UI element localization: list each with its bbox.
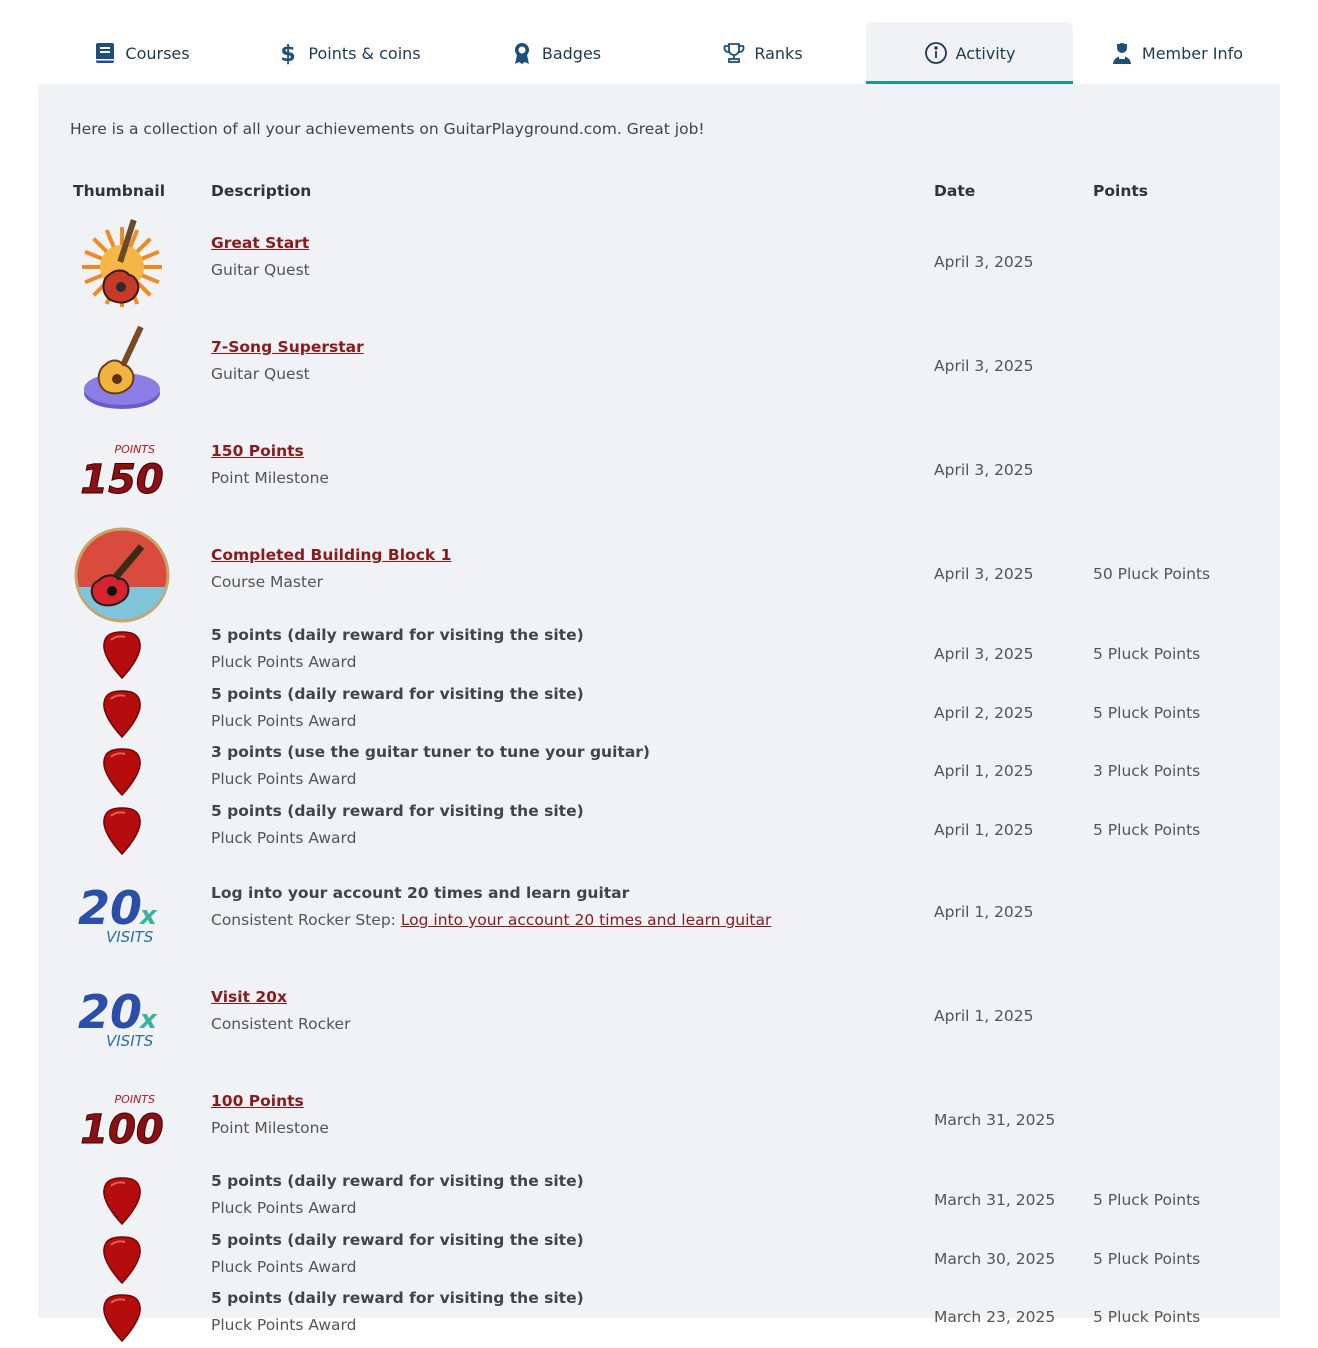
achievement-category-text: Pluck Points Award <box>211 712 357 730</box>
activity-date: April 1, 2025 <box>934 903 1034 921</box>
svg-text:150: 150 <box>80 457 164 503</box>
achievement-category <box>211 572 451 592</box>
activity-description <box>211 684 584 731</box>
tab-label: Activity <box>955 43 1016 63</box>
activity-description <box>211 233 310 280</box>
tab-label: Courses <box>125 43 190 63</box>
column-header-date: Date <box>934 182 976 200</box>
svg-text:20: 20 <box>78 985 143 1039</box>
activity-date: April 3, 2025 <box>934 357 1034 375</box>
activity-row <box>38 881 1280 946</box>
activity-row <box>38 801 1280 861</box>
activity-date: April 3, 2025 <box>934 565 1034 583</box>
achievement-category <box>211 1198 584 1218</box>
achievement-category <box>211 652 584 672</box>
svg-text:POINTS: POINTS <box>114 1093 155 1106</box>
achievement-category <box>211 1315 584 1335</box>
achievement-title-link[interactable]: Great Start <box>211 234 310 252</box>
guitar-circle-thumbnail <box>72 527 172 623</box>
pick-thumbnail <box>72 803 172 859</box>
achievement-category <box>211 1118 329 1138</box>
svg-text:POINTS: POINTS <box>114 443 155 456</box>
achievement-title-link[interactable]: Completed Building Block 1 <box>211 546 452 564</box>
dollar-icon <box>276 41 300 65</box>
step-link[interactable]: Log into your account 20 times and learn guitar <box>400 911 772 929</box>
activity-points: 5 Pluck Points <box>1093 1308 1201 1326</box>
achievement-category-text: Consistent Rocker Step: <box>211 911 401 929</box>
achievement-title-link[interactable]: 150 Points <box>211 442 304 460</box>
achievement-category-text: Pluck Points Award <box>211 1199 357 1217</box>
activity-description <box>211 987 350 1034</box>
activity-description <box>211 1091 329 1138</box>
activity-description <box>211 337 364 384</box>
achievement-category-text: Consistent Rocker <box>211 1015 351 1033</box>
achievement-category <box>211 711 584 731</box>
achievement-category <box>211 828 584 848</box>
pick-thumbnail <box>72 686 172 742</box>
activity-date: April 1, 2025 <box>934 821 1034 839</box>
tab-label: Badges <box>541 43 602 63</box>
book-icon <box>93 41 117 65</box>
activity-row <box>38 1288 1280 1348</box>
activity-row <box>38 1230 1280 1290</box>
activity-description <box>211 625 584 672</box>
activity-row <box>38 742 1280 802</box>
achievement-title-link[interactable]: 7-Song Superstar <box>211 338 364 356</box>
info-icon <box>924 41 948 65</box>
activity-row <box>38 1171 1280 1231</box>
activity-points: 5 Pluck Points <box>1093 704 1201 722</box>
activity-row <box>38 625 1280 685</box>
pick-thumbnail <box>72 1173 172 1229</box>
achievement-title-link[interactable]: 100 Points <box>211 1092 304 1110</box>
intro-text: Here is a collection of all your achievements on GuitarPlayground.com. Great job! <box>70 120 705 138</box>
achievement-title: 5 points (daily reward for visiting the site) <box>211 802 584 820</box>
activity-date: March 30, 2025 <box>934 1250 1056 1268</box>
achievement-category-text: Point Milestone <box>211 469 329 487</box>
column-header-points: Points <box>1093 182 1148 200</box>
visits-20x-thumbnail <box>72 865 172 961</box>
pick-thumbnail <box>72 1290 172 1346</box>
achievement-category-text: Pluck Points Award <box>211 1316 357 1334</box>
activity-date: April 3, 2025 <box>934 253 1034 271</box>
achievement-category-text: Pluck Points Award <box>211 770 357 788</box>
achievement-title: 5 points (daily reward for visiting the site) <box>211 626 584 644</box>
activity-date: March 31, 2025 <box>934 1111 1056 1129</box>
achievement-category <box>211 769 650 789</box>
pick-thumbnail <box>72 744 172 800</box>
activity-points: 5 Pluck Points <box>1093 821 1201 839</box>
achievement-category-text: Pluck Points Award <box>211 1258 357 1276</box>
achievement-category-text: Pluck Points Award <box>211 653 357 671</box>
tab-label: Ranks <box>754 43 803 63</box>
achievement-title: Log into your account 20 times and learn guitar <box>211 884 630 902</box>
activity-row <box>38 985 1280 1050</box>
activity-description <box>211 801 584 848</box>
activity-row <box>38 545 1280 605</box>
achievement-category <box>211 364 364 384</box>
badge-icon <box>510 41 534 65</box>
trophy-icon <box>722 41 746 65</box>
profile-tabs <box>38 22 1280 84</box>
svg-text:x: x <box>140 1005 157 1035</box>
achievement-category-text: Pluck Points Award <box>211 829 357 847</box>
activity-description <box>211 1230 584 1277</box>
user-icon <box>1110 41 1134 65</box>
achievement-title: 3 points (use the guitar tuner to tune your guitar) <box>211 743 651 761</box>
achievement-category-text: Guitar Quest <box>211 365 310 383</box>
activity-description <box>211 1288 584 1335</box>
achievement-category <box>211 910 771 930</box>
activity-date: March 23, 2025 <box>934 1308 1056 1326</box>
column-header-thumbnail: Thumbnail <box>73 182 166 200</box>
tab-label: Points & coins <box>308 43 421 63</box>
activity-description <box>211 441 329 488</box>
achievement-category <box>211 260 310 280</box>
tab-member-info[interactable] <box>1073 22 1280 84</box>
tab-courses[interactable] <box>38 22 245 84</box>
activity-row <box>38 1091 1280 1151</box>
activity-date: April 3, 2025 <box>934 461 1034 479</box>
activity-description <box>211 883 771 930</box>
activity-description <box>211 742 650 789</box>
visits-20x-thumbnail <box>72 969 172 1065</box>
points-150-thumbnail <box>72 423 172 519</box>
activity-description <box>211 1171 584 1218</box>
activity-row <box>38 337 1280 397</box>
achievement-title: 5 points (daily reward for visiting the site) <box>211 1172 584 1190</box>
activity-date: April 1, 2025 <box>934 762 1034 780</box>
points-100-thumbnail <box>72 1073 172 1169</box>
svg-text:100: 100 <box>80 1107 164 1153</box>
achievement-category-text: Course Master <box>211 573 323 591</box>
achievement-category <box>211 468 329 488</box>
tab-badges[interactable] <box>452 22 659 84</box>
pick-thumbnail <box>72 627 172 683</box>
svg-text:VISITS: VISITS <box>106 928 154 946</box>
achievement-category-text: Point Milestone <box>211 1119 329 1137</box>
achievement-title: 5 points (daily reward for visiting the site) <box>211 1231 584 1249</box>
svg-text:x: x <box>140 901 157 931</box>
activity-description <box>211 545 451 592</box>
svg-text:$: $ <box>280 42 297 67</box>
achievement-title: 5 points (daily reward for visiting the site) <box>211 685 584 703</box>
achievement-category <box>211 1014 350 1034</box>
achievement-category-text: Guitar Quest <box>211 261 310 279</box>
guitar-burst-thumbnail <box>72 215 172 311</box>
acoustic-guitar-thumbnail <box>72 319 172 415</box>
activity-points: 3 Pluck Points <box>1093 762 1201 780</box>
column-header-description: Description <box>211 182 312 200</box>
tab-points-coins[interactable] <box>245 22 452 84</box>
activity-date: April 3, 2025 <box>934 645 1034 663</box>
activity-row <box>38 233 1280 293</box>
activity-points: 50 Pluck Points <box>1093 565 1211 583</box>
activity-points: 5 Pluck Points <box>1093 1191 1201 1209</box>
pick-thumbnail <box>72 1232 172 1288</box>
activity-date: April 2, 2025 <box>934 704 1034 722</box>
activity-points: 5 Pluck Points <box>1093 645 1201 663</box>
activity-date: April 1, 2025 <box>934 1007 1034 1025</box>
achievement-title-link[interactable]: Visit 20x <box>211 988 287 1006</box>
achievement-title: 5 points (daily reward for visiting the site) <box>211 1289 584 1307</box>
activity-points: 5 Pluck Points <box>1093 1250 1201 1268</box>
tab-ranks[interactable] <box>659 22 866 84</box>
activity-panel <box>38 84 1280 1334</box>
achievement-category <box>211 1257 584 1277</box>
activity-date: March 31, 2025 <box>934 1191 1056 1209</box>
activity-row <box>38 441 1280 501</box>
svg-text:20: 20 <box>78 881 143 935</box>
tab-activity[interactable] <box>866 22 1073 84</box>
tab-label: Member Info <box>1141 43 1244 63</box>
activity-row <box>38 684 1280 744</box>
svg-text:VISITS: VISITS <box>106 1032 154 1050</box>
